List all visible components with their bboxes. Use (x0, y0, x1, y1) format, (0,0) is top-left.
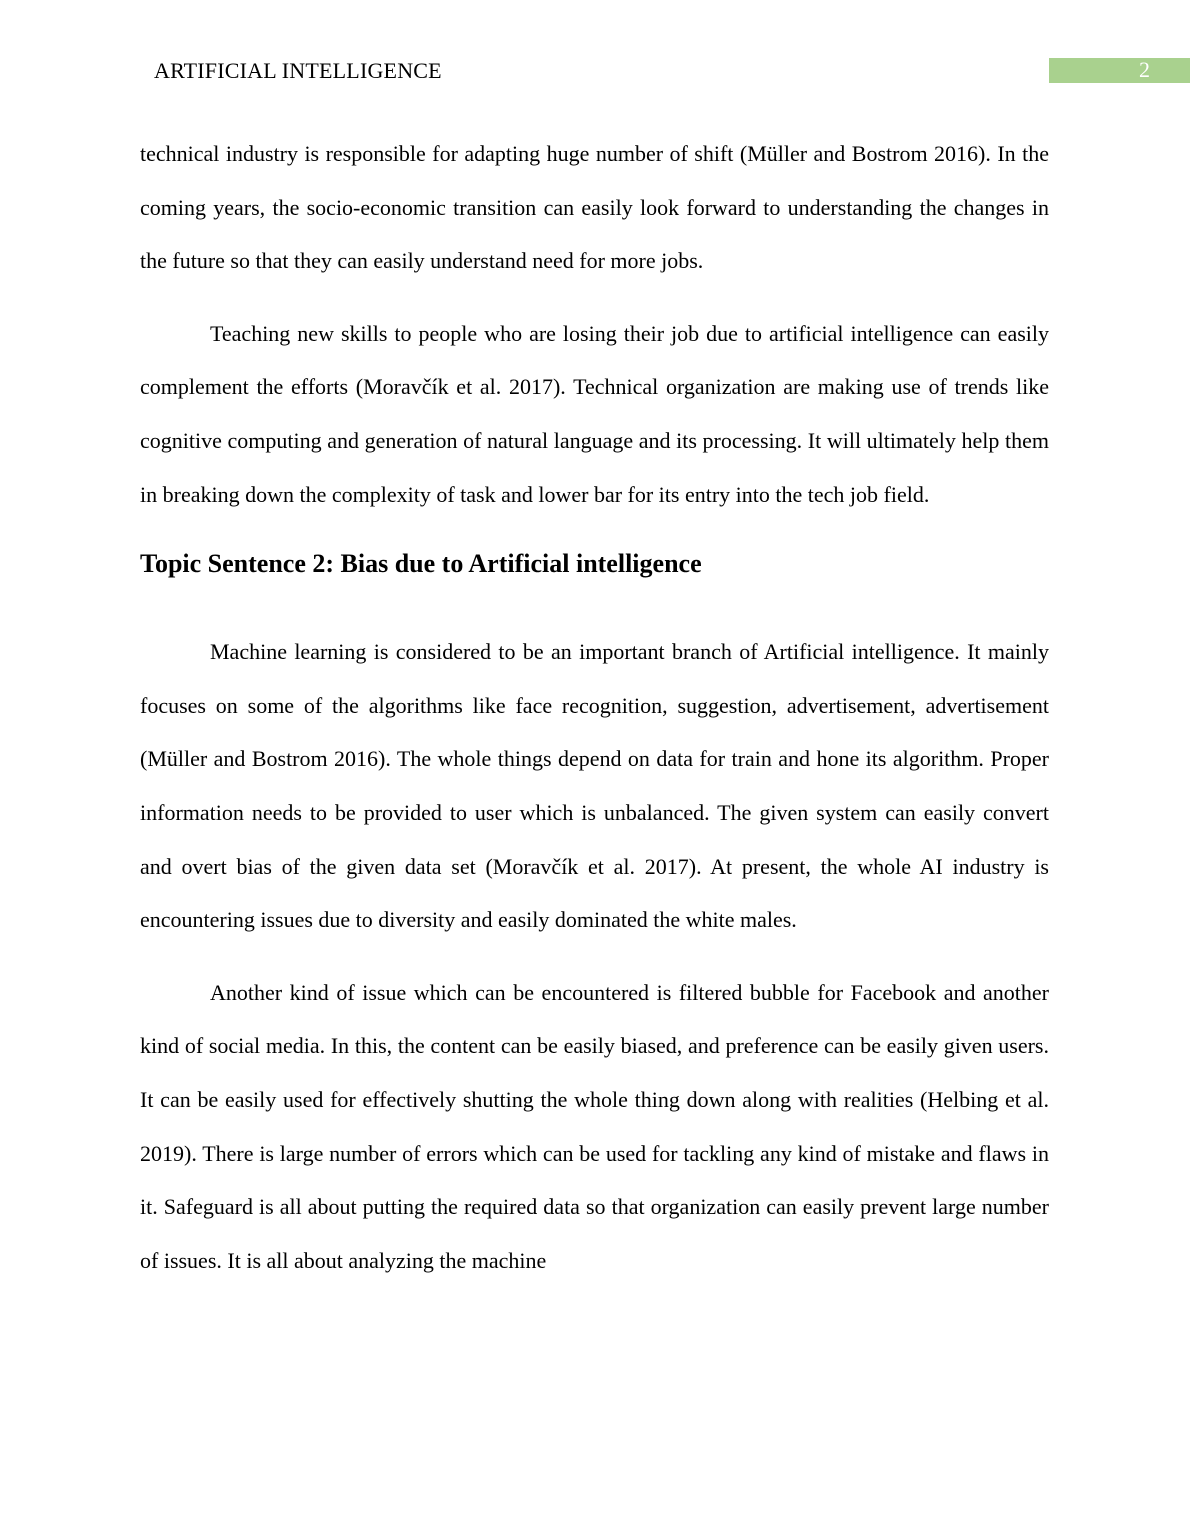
paragraph-spacer (140, 947, 1049, 966)
paragraph-2: Teaching new skills to people who are losing their job due to artificial intelligence can easily complement the efforts (Moravčík et al. 2017). Technical organization are making use of trends like cognitive computing and generation of natural language and its processing. It will ultimately help them in breaking down the complexity of task and lower bar for its entry into the tech job field. (140, 320, 1049, 507)
paragraph-3: Machine learning is considered to be an important branch of Artificial intelligence. It mainly focuses on some of the algorithms like face recognition, suggestion, advertisement, advertisement (Müller and Bostrom 2016). The whole things depend on data for train and hone its algorithm. Proper information needs to be provided to user which is unbalanced. The given system can easily convert and overt bias of the given data set (Moravčík et al. 2017). At present, the whole AI industry is encountering issues due to diversity and easily dominated the white males. (140, 639, 1049, 933)
page-number: 2 (1139, 57, 1150, 82)
running-head: ARTIFICIAL INTELLIGENCE (154, 58, 442, 83)
paragraph-4: Another kind of issue which can be encountered is filtered bubble for Facebook and another kind of social media. In this, the content can be easily biased, and preference can be easily given users. It can be easily used for effectively shutting the whole thing down along with realities (Helbing et al. 2019). There is large number of errors which can be used for tackling any kind of mistake and flaws in it. Safeguard is all about putting the required data so that organization can easily prevent large number of issues. It is all about analyzing the machine (140, 979, 1049, 1273)
body-text (140, 127, 1049, 1287)
paragraph-spacer (140, 288, 1049, 307)
page-number-box (1049, 58, 1190, 83)
paragraph-1: technical industry is responsible for adapting huge number of shift (Müller and Bostrom 2016). In the coming years, the socio-economic transition can easily look forward to understanding the changes in the future so that they can easily understand need for more jobs. (140, 141, 1049, 274)
section-heading: Topic Sentence 2: Bias due to Artificial intelligence (140, 549, 702, 579)
